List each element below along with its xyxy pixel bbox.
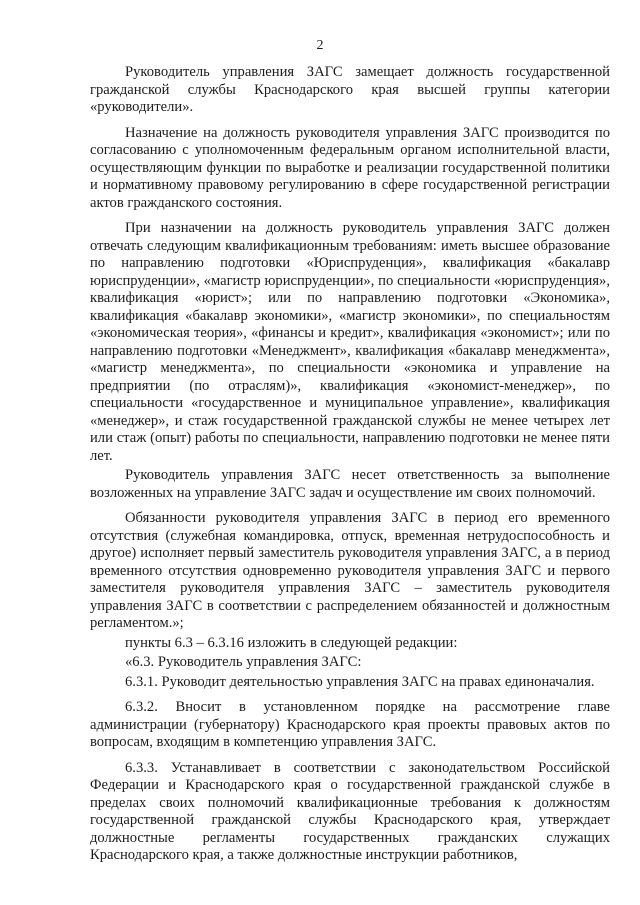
- paragraph-appointment-approval: Назначение на должность руководителя управления ЗАГС производится по согласованию с уполномоченным федеральным органом исполнительной власти, осуществляющим функции по выработке и реализации государственной политики и нормативному правовому регулированию в сфере государственной регистрации актов гражданского состояния.: [90, 124, 610, 211]
- paragraph-clause-6-3-1: 6.3.1. Руководит деятельностью управления ЗАГС на правах единоначалия.: [125, 673, 595, 690]
- paragraph-clause-6-3-2: 6.3.2. Вносит в установленном порядке на рассмотрение главе администрации (губернатору) Краснодарского края проекты правовых актов по вопросам, входящим в компетенцию управления ЗАГС.: [90, 699, 610, 750]
- paragraph-clause-6-3: «6.3. Руководитель управления ЗАГС:: [125, 654, 362, 670]
- paragraph-clause-6-3-3: 6.3.3. Устанавливает в соответствии с законодательством Российской Федерации и Краснодарского края о государственной гражданской службе в пределах своих полномочий квалификационные требования к должностям государственной гражданской службы Краснодарского края, утверждает должностные регламенты государственных гражданских служащих Краснодарского края, а также должностные инструкции работников,: [90, 759, 610, 863]
- document-body: [90, 64, 610, 865]
- paragraph-head-position: Руководитель управления ЗАГС замещает должность государственной гражданской службы Краснодарского края высшей группы категории «руководители».: [90, 64, 610, 115]
- paragraph-temporary-absence: Обязанности руководителя управления ЗАГС в период его временного отсутствия (служебная командировка, отпуск, временная нетрудоспособность и другое) исполняет первый заместитель руководителя управления ЗАГС, а в период временного отсутствия одновременно руководителя управления ЗАГС и первого заместителя руководителя управления ЗАГС – заместитель руководителя управления ЗАГС в соответствии с распределением обязанностей и должностным регламентом.»;: [90, 510, 610, 631]
- paragraph-amendment-clauses: пункты 6.3 – 6.3.16 изложить в следующей редакции:: [125, 634, 458, 651]
- page-number: 2: [316, 38, 324, 53]
- paragraph-qualification-requirements: При назначении на должность руководитель управления ЗАГС должен отвечать следующим квалификационным требованиям: иметь высшее образование по направлению подготовки «Юриспруденция», квалификация «бакалавр юриспруденции», «магистр юриспруденции», по специальности «юриспруденция», квалификация «юрист»; или по направлению подготовки «Экономика», квалификация «бакалавр экономики», «магистр экономики», по специальностям «экономическая теория», «финансы и кредит», квалификация «экономист»; или по направлению подготовки «Менеджмент», квалификация «бакалавр менеджмента», «магистр менеджмента», по специальности «экономика и управление на предприятии (по отраслям)», квалификация «экономист-менеджер», по специальности «государственное и муниципальное управление», квалификация «менеджер», и стаж государственной гражданской службы не менее четырех лет или стаж (опыт) работы по специальности, направлению подготовки не менее пяти лет.: [90, 220, 610, 464]
- paragraph-responsibility: Руководитель управления ЗАГС несет ответственность за выполнение возложенных на управление ЗАГС задач и осуществление им своих полномочий.: [90, 467, 610, 501]
